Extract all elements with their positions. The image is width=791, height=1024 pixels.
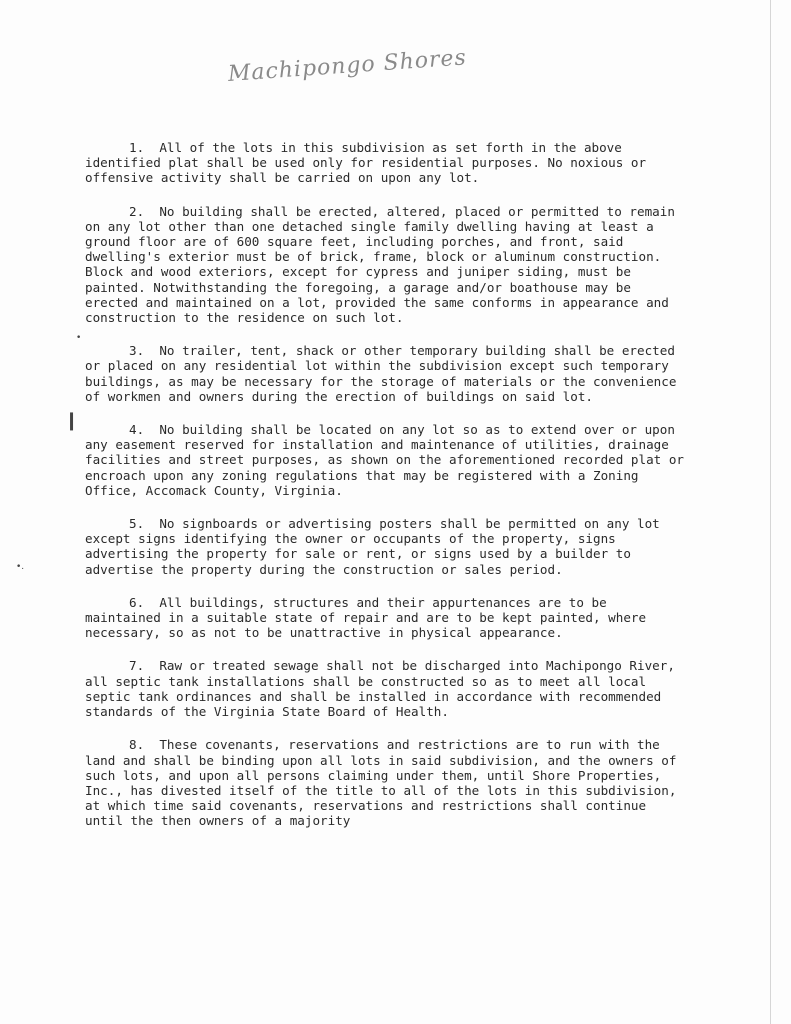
covenant-paragraph — [85, 595, 685, 641]
paragraph-number: 6. — [129, 594, 145, 610]
paragraph-text: All buildings, structures and their appurtenances are to be maintained in a suitable state of repair and are to be kept painted, where necessary, so as not to be unattractive in physical appearance. — [85, 594, 654, 641]
page-edge-line — [770, 0, 771, 1024]
paragraph-number: 7. — [129, 658, 145, 674]
paragraph-number: 8. — [129, 737, 145, 753]
paragraph-number: 3. — [129, 343, 145, 359]
covenant-paragraph — [85, 516, 685, 577]
covenants-body — [85, 140, 692, 847]
covenant-paragraph — [85, 737, 685, 828]
paragraph-text: Raw or treated sewage shall not be discharged into Machipongo River, all septic tank installations shall be constructed so as to meet all local septic tank ordinances and shall be installed in accordance with recommended standards of the Virginia State Board of Health. — [85, 658, 683, 720]
paragraph-number: 4. — [129, 422, 145, 438]
paragraph-number: 5. — [129, 516, 145, 532]
paragraph-text: No signboards or advertising posters shall be permitted on any lot except signs identifying the owner or occupants of the property, signs advertising the property for sale or rent, or signs used by a builder to advertise the property during the construction or sales period. — [85, 516, 668, 577]
paragraph-number: 2. — [129, 203, 145, 219]
margin-mark: • — [76, 333, 82, 343]
margin-mark: •. — [16, 562, 25, 572]
paragraph-text: These covenants, reservations and restrictions are to run with the land and shall be binding upon all lots in said subdivision, and the owners of such lots, and upon all persons claiming under them, until Shore Properties, Inc., has divested itself of the title to all of the lots in this subdivision, at which time said covenants, reservations and restrictions shall continue until the then owners of a majority — [85, 737, 684, 829]
paragraph-text: No trailer, tent, shack or other temporary building shall be erected or placed on any residential lot within the subdivision except such temporary buildings, as may be necessary for the storage of materials or the convenience of workmen and owners during the erection of buildings on said lot. — [85, 343, 684, 404]
covenant-paragraph — [85, 658, 685, 719]
paragraph-text: All of the lots in this subdivision as set forth in the above identified plat shall be used only for residential purposes. No noxious or offensive activity shall be carried on upon any lot. — [85, 140, 654, 186]
paragraph-text: No building shall be located on any lot so as to extend over or upon any easement reserved for installation and maintenance of utilities, drainage facilities and street purposes, as shown on the aforementioned recorded plat or encroach upon any zoning regulations that may be registered with a Zoning Office, Accomack County, Virginia. — [85, 422, 692, 498]
covenant-paragraph — [85, 140, 685, 186]
paragraph-text: No building shall be erected, altered, placed or permitted to remain on any lot other than one detached single family dwelling having at least a ground floor are of 600 square feet, including porches, and front, said dwelling's exterior must be of brick, frame, block or aluminum construction. Block and wood exteriors, except for cypress and juniper siding, must be painted. Notwithstanding the foregoing, a garage and/or boathouse may be erected and maintained on a lot, provided the same conforms in appearance and construction to the residence on such lot. — [85, 203, 683, 326]
covenant-paragraph — [85, 204, 685, 326]
covenant-paragraph — [85, 422, 692, 498]
covenant-paragraph — [85, 343, 685, 404]
margin-mark: ❙ — [64, 410, 80, 431]
handwritten-title: Machipongo Shores — [227, 45, 468, 87]
paragraph-number: 1. — [129, 140, 145, 155]
